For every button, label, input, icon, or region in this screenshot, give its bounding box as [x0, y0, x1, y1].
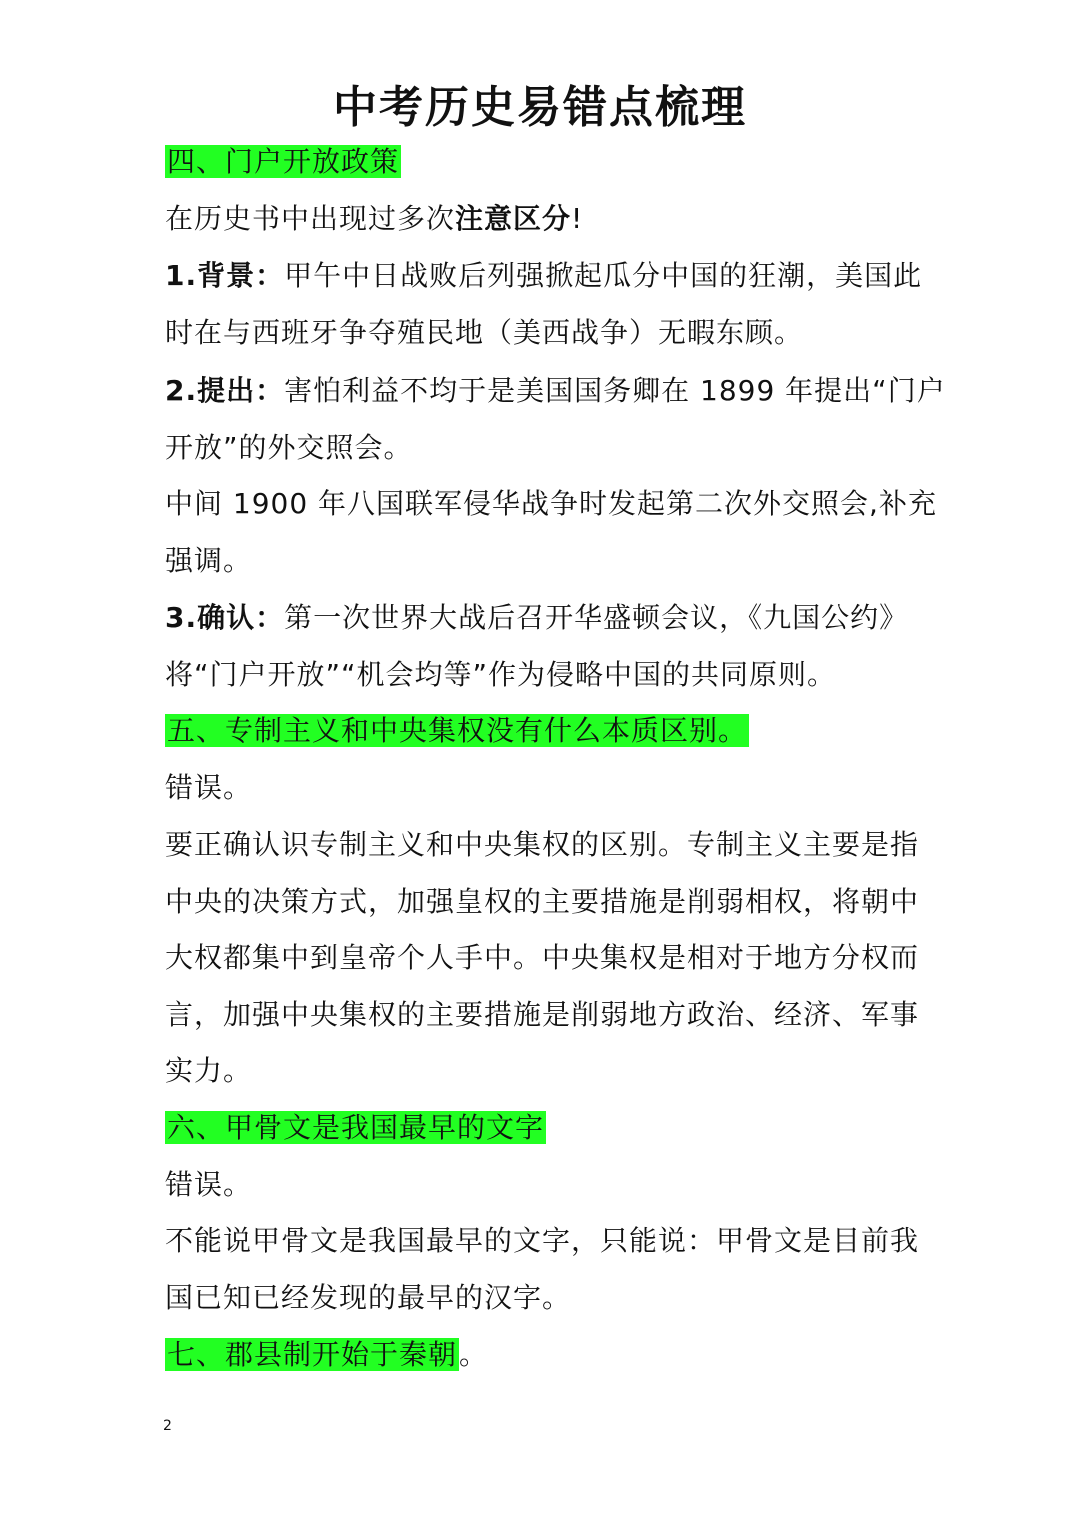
- intro-text: 在历史书中出现过多次: [165, 202, 456, 235]
- confirm-line-2: 将“门户开放”“机会均等”作为侵略中国的共同原则。: [165, 658, 837, 691]
- page-number: 2: [163, 1418, 172, 1434]
- section-6-verdict: 错误。: [165, 1168, 253, 1201]
- section-5-paragraph-line: 言，加强中央集权的主要措施是削弱地方政治、经济、军事: [165, 998, 920, 1031]
- heading-highlight: 四、门户开放政策: [167, 145, 400, 178]
- intro-emphasis: 注意区分: [455, 202, 572, 235]
- section-4-heading: [165, 139, 401, 185]
- middle-line-1: 中间 1900 年八国联军侵华战争时发起第二次外交照会,补充: [165, 487, 937, 520]
- section-5-paragraph-line: 大权都集中到皇帝个人手中。中央集权是相对于地方分权而: [165, 941, 920, 974]
- proposal-label: 2.提出：: [165, 374, 285, 407]
- section-5-paragraph-line: 要正确认识专制主义和中央集权的区别。专制主义主要是指: [165, 828, 920, 861]
- background-line-1: [165, 253, 922, 299]
- section-6-paragraph-line: 国已知已经发现的最早的汉字。: [165, 1281, 572, 1314]
- proposal-text: 害怕利益不均于是美国国务卿在 1899 年提出“门户: [284, 374, 946, 407]
- confirm-text: 第一次世界大战后召开华盛顿会议，《九国公约》: [284, 601, 909, 634]
- section-4-intro: [165, 196, 583, 242]
- proposal-line-1: [165, 368, 946, 414]
- heading-highlight: 五、专制主义和中央集权没有什么本质区别。: [167, 714, 748, 747]
- background-line-2: 时在与西班牙争夺殖民地（美西战争）无暇东顾。: [165, 316, 804, 349]
- heading-highlight: 六、甲骨文是我国最早的文字: [167, 1111, 545, 1144]
- section-5-paragraph-line: 实力。: [165, 1054, 253, 1087]
- confirm-line-1: [165, 595, 908, 641]
- section-7-heading: [165, 1332, 488, 1378]
- background-label: 1.背景：: [165, 259, 285, 292]
- page-title: 中考历史易错点梳理: [333, 82, 747, 133]
- heading-tail: 。: [459, 1338, 489, 1371]
- section-6-paragraph-line: 不能说甲骨文是我国最早的文字，只能说：甲骨文是目前我: [165, 1224, 920, 1257]
- section-5-heading: [165, 708, 749, 754]
- section-5-verdict: 错误。: [165, 771, 253, 804]
- middle-line-2: 强调。: [165, 544, 253, 577]
- heading-highlight: 七、郡县制开始于秦朝: [167, 1338, 458, 1371]
- section-5-paragraph-line: 中央的决策方式，加强皇权的主要措施是削弱相权，将朝中: [165, 885, 920, 918]
- background-text: 甲午中日战败后列强掀起瓜分中国的狂潮，美国此: [284, 259, 923, 292]
- proposal-line-2: 开放”的外交照会。: [165, 431, 413, 464]
- intro-exclamation: !: [571, 202, 584, 235]
- section-6-heading: [165, 1105, 546, 1151]
- confirm-label: 3.确认：: [165, 601, 285, 634]
